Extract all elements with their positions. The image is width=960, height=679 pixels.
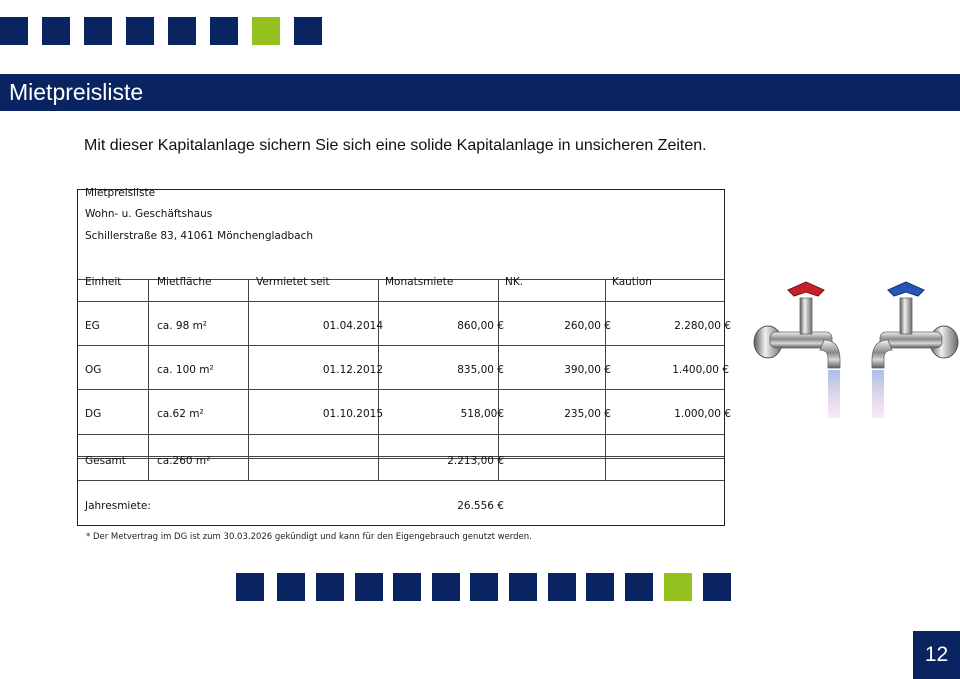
progress-square bbox=[126, 17, 154, 45]
total-area: ca.260 m² bbox=[157, 455, 211, 467]
page-title: Mietpreisliste bbox=[9, 79, 144, 105]
progress-square bbox=[393, 573, 421, 601]
cell-since: 01.10.2015 bbox=[322, 408, 383, 420]
header-area: Mietfläche bbox=[157, 276, 212, 288]
intro-text: Mit dieser Kapitalanlage sichern Sie sich eine solide Kapitalanlage in unsicheren Zeiten. bbox=[84, 137, 707, 154]
total-label: Gesamt bbox=[85, 455, 126, 467]
progress-square bbox=[355, 573, 383, 601]
cell-nk: 390,00 € bbox=[564, 364, 611, 376]
progress-square bbox=[316, 573, 344, 601]
progress-square bbox=[625, 573, 653, 601]
faucet-red bbox=[754, 282, 840, 418]
cell-unit: EG bbox=[85, 320, 100, 332]
cell-deposit: 1.000,00 € bbox=[674, 408, 731, 420]
progress-square bbox=[42, 17, 70, 45]
total-rent: 2.213,00 € bbox=[447, 455, 504, 467]
cell-nk: 235,00 € bbox=[564, 408, 611, 420]
cell-deposit: 2.280,00 € bbox=[674, 320, 731, 332]
annual-value: 26.556 € bbox=[457, 500, 504, 512]
annual-label: Jahresmiete: bbox=[85, 500, 151, 512]
progress-square bbox=[703, 573, 731, 601]
header-unit: Einheit bbox=[85, 276, 122, 288]
page-number: 12 bbox=[924, 643, 949, 666]
cell-rent: 835,00 € bbox=[457, 364, 504, 376]
title-bar bbox=[0, 74, 960, 111]
table-address: Schillerstraße 83, 41061 Mönchengladbach bbox=[85, 230, 314, 242]
cell-rent: 860,00 € bbox=[457, 320, 504, 332]
cell-area: ca.62 m² bbox=[157, 408, 204, 420]
faucet-blue bbox=[872, 282, 958, 418]
cell-area: ca. 98 m² bbox=[157, 320, 208, 332]
progress-square bbox=[509, 573, 537, 601]
page-number-box bbox=[913, 631, 960, 679]
progress-square-active bbox=[252, 17, 280, 45]
progress-square bbox=[236, 573, 264, 601]
table-title: Mietpreisliste bbox=[85, 187, 156, 199]
header-nk: NK. bbox=[505, 276, 524, 288]
progress-square bbox=[210, 17, 238, 45]
progress-square bbox=[470, 573, 498, 601]
progress-square bbox=[277, 573, 305, 601]
cell-rent: 518,00€ bbox=[460, 408, 504, 420]
progress-square bbox=[168, 17, 196, 45]
progress-square bbox=[294, 17, 322, 45]
cell-deposit: 1.400,00 € bbox=[672, 364, 729, 376]
cell-since: 01.12.2012 bbox=[322, 364, 383, 376]
progress-square bbox=[586, 573, 614, 601]
progress-square bbox=[0, 17, 28, 45]
header-rent: Monatsmiete bbox=[385, 276, 454, 288]
header-deposit: Kaution bbox=[612, 276, 652, 288]
table-subtitle: Wohn- u. Geschäftshaus bbox=[85, 208, 213, 220]
cell-since: 01.04.2014 bbox=[322, 320, 383, 332]
cell-unit: DG bbox=[85, 408, 102, 420]
faucets-image bbox=[748, 270, 960, 430]
header-since: Vermietet seit bbox=[256, 276, 330, 288]
cell-unit: OG bbox=[85, 364, 102, 376]
cell-nk: 260,00 € bbox=[564, 320, 611, 332]
progress-square bbox=[432, 573, 460, 601]
progress-square bbox=[84, 17, 112, 45]
progress-square-active bbox=[664, 573, 692, 601]
progress-square bbox=[548, 573, 576, 601]
rent-table bbox=[77, 187, 731, 526]
footnote: * Der Metvertrag im DG ist zum 30.03.2026 gekündigt und kann für den Eigengebrauch genutzt werden. bbox=[86, 532, 532, 542]
cell-area: ca. 100 m² bbox=[157, 364, 214, 376]
